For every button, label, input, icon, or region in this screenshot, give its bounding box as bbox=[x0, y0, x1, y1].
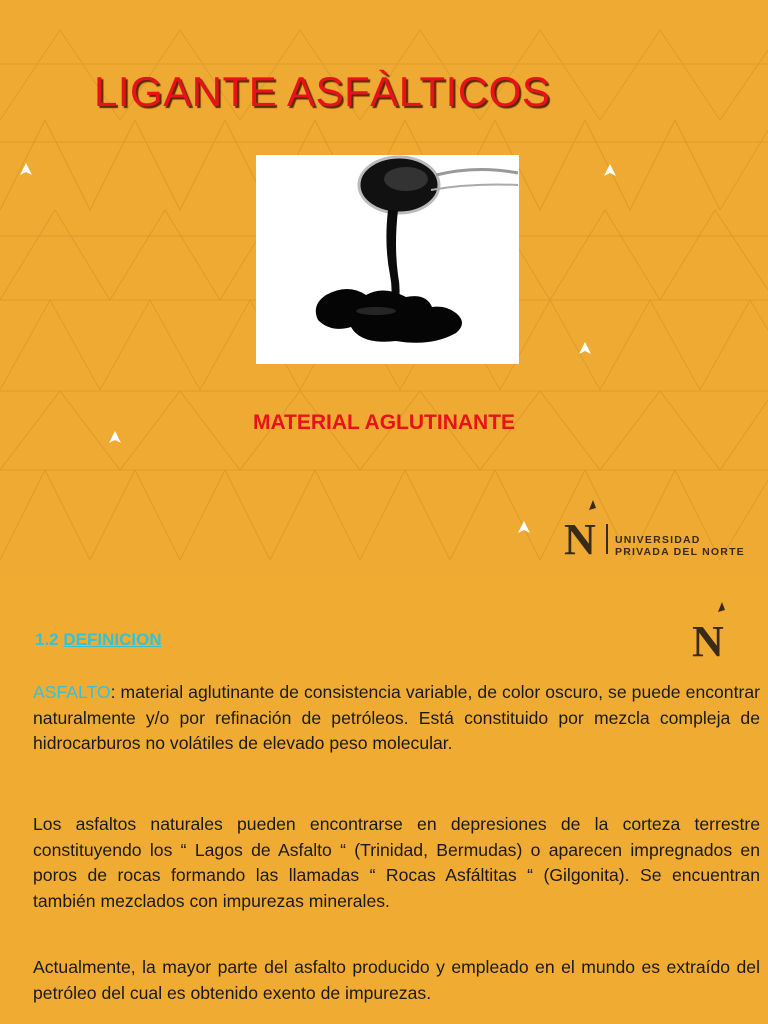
university-n-logo bbox=[688, 602, 738, 660]
university-logo-text bbox=[615, 534, 745, 558]
svg-text:N: N bbox=[564, 515, 596, 560]
arrowhead-icon bbox=[19, 162, 33, 176]
logo-line2: PRIVADA DEL NORTE bbox=[615, 546, 745, 558]
section-heading bbox=[35, 630, 162, 650]
arrowhead-icon bbox=[517, 520, 531, 534]
arrowhead-icon bbox=[603, 163, 617, 177]
section-number: 1.2 bbox=[35, 630, 59, 649]
current-production-paragraph: Actualmente, la mayor parte del asfalto producido y empleado en el mundo es extraído del petróleo del cual es obtenido exento de impurezas. bbox=[33, 957, 760, 1003]
section-title-link[interactable]: DEFINICION bbox=[63, 630, 162, 649]
term-asfalto: ASFALTO bbox=[33, 682, 111, 702]
arrowhead-icon bbox=[578, 341, 592, 355]
svg-text:N: N bbox=[692, 617, 724, 660]
logo-line1: UNIVERSIDAD bbox=[615, 534, 701, 546]
definition-slide bbox=[0, 576, 768, 1024]
definition-paragraph bbox=[33, 680, 760, 757]
natural-asphalt-paragraph: Los asfaltos naturales pueden encontrarse en depresiones de la corteza terrestre constituyendo los “ Lagos de Asfalto “ (Trinidad, Bermudas) o aparecen impregnados en poros de rocas formando las llamadas “ Rocas Asfáltitas “ (Gilgonita). Se encuentran también mezclados con impurezas minerales. bbox=[33, 814, 760, 911]
slide-title: LIGANTE ASFÀLTICOS bbox=[94, 68, 551, 115]
definition-text: : material aglutinante de consistencia variable, de color oscuro, se puede encontrar naturalmente y/o por refinación de petróleos. Está constituido por mezcla compleja de hidrocarburos no volátiles de elevado peso molecular. bbox=[33, 682, 760, 753]
slide-subtitle: MATERIAL AGLUTINANTE bbox=[252, 411, 516, 434]
asphalt-pour-image bbox=[256, 155, 519, 364]
